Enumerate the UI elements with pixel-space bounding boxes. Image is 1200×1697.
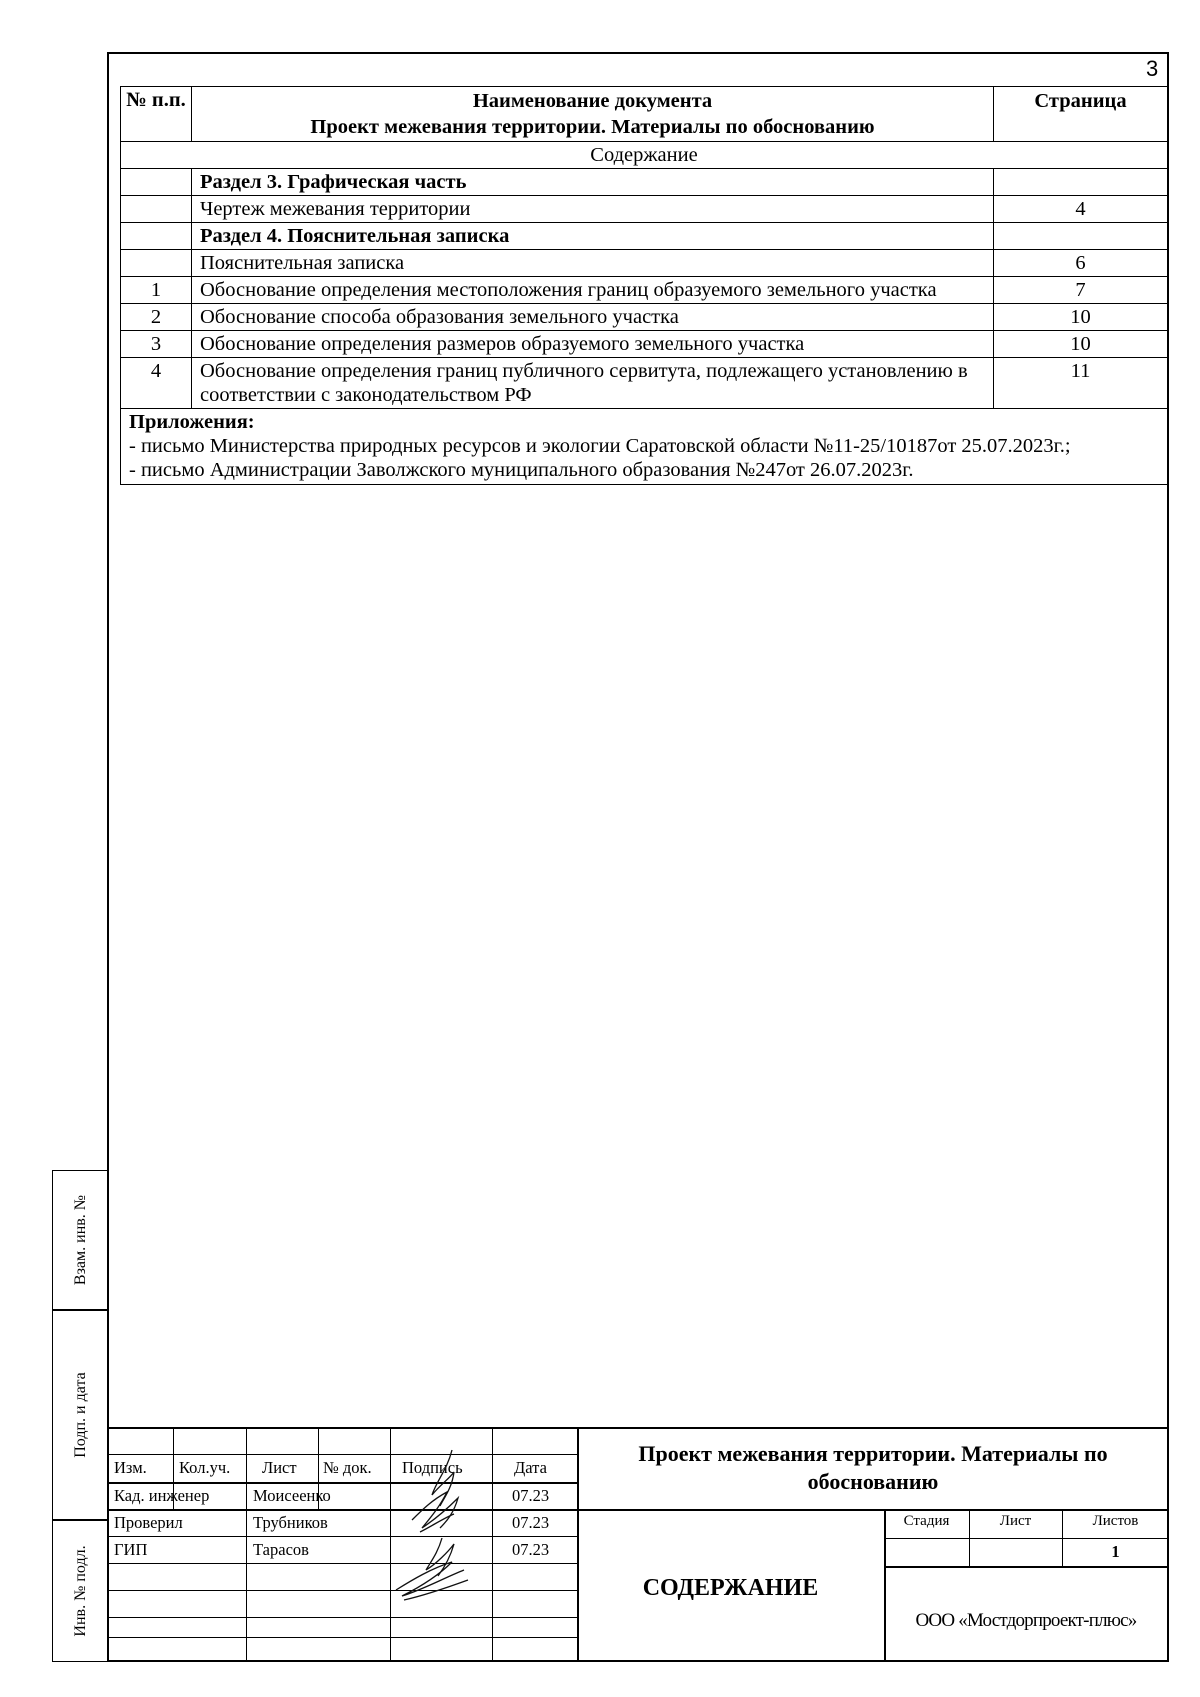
header-num: № п.п. bbox=[121, 87, 192, 142]
side-label: Инв. № подл. bbox=[71, 1545, 89, 1637]
header-name-line2: Проект межевания территории. Материалы по обоснованию bbox=[310, 116, 875, 138]
side-label: Подп. и дата bbox=[71, 1372, 89, 1458]
toc-row-num bbox=[121, 250, 192, 277]
toc-row-page: 7 bbox=[994, 277, 1168, 304]
toc-row-name: Обоснование определения местоположения границ образуемого земельного участка bbox=[192, 277, 994, 304]
page-number: 3 bbox=[1146, 56, 1159, 81]
toc-row-num bbox=[121, 223, 192, 250]
stamp-header-sign: Подпись bbox=[402, 1458, 463, 1477]
stamp-line bbox=[107, 1617, 577, 1618]
stamp-header-date: Дата bbox=[514, 1458, 547, 1477]
toc-row-page: 10 bbox=[994, 304, 1168, 331]
stamp-line bbox=[107, 1482, 577, 1484]
stamp-line bbox=[107, 1509, 1169, 1511]
stamp-date: 07.23 bbox=[512, 1486, 550, 1505]
stamp-line bbox=[107, 1454, 577, 1455]
stamp-line bbox=[884, 1566, 1169, 1568]
header-page: Страница bbox=[994, 87, 1168, 142]
stamp-person-name: Моисеенко bbox=[253, 1486, 331, 1505]
stamp-line bbox=[107, 1637, 577, 1638]
toc-row-name: Обоснование способа образования земельного участка bbox=[192, 304, 994, 331]
appendix-row bbox=[121, 409, 1168, 485]
toc-row-name: Раздел 3. Графическая часть bbox=[192, 169, 994, 196]
stamp-line bbox=[390, 1427, 391, 1662]
toc-row-page: 10 bbox=[994, 331, 1168, 358]
stamp-person-name: Тарасов bbox=[253, 1540, 309, 1559]
toc-row-num bbox=[121, 196, 192, 223]
toc-row-page bbox=[994, 223, 1168, 250]
stamp-line bbox=[107, 1536, 577, 1537]
side-box-vzam bbox=[52, 1170, 108, 1310]
stamp-line bbox=[884, 1509, 886, 1662]
stamp-date: 07.23 bbox=[512, 1540, 550, 1559]
toc-row-page: 6 bbox=[994, 250, 1168, 277]
appendix-item: - письмо Министерства природных ресурсов и экологии Саратовской области №11-25/10187от 25.07.2023г.; bbox=[129, 435, 1071, 457]
stamp-header-kol: Кол.уч. bbox=[179, 1458, 231, 1477]
appendix-title: Приложения: bbox=[129, 411, 255, 433]
toc-row bbox=[121, 358, 1168, 409]
header-name bbox=[192, 87, 994, 142]
stamp-line bbox=[107, 1563, 577, 1564]
toc-row-num: 4 bbox=[121, 358, 192, 409]
stamp-role: Кад. инженер bbox=[114, 1486, 210, 1505]
stamp-role: ГИП bbox=[114, 1540, 148, 1559]
sheets-label: Листов bbox=[1092, 1513, 1139, 1529]
sheets-value: 1 bbox=[1111, 1542, 1120, 1561]
signature-scribbles bbox=[392, 1440, 492, 1610]
stamp-header-list: Лист bbox=[262, 1458, 297, 1477]
toc-row bbox=[121, 304, 1168, 331]
contents-table bbox=[120, 86, 1168, 485]
stamp-line bbox=[246, 1427, 247, 1662]
sheet-label: Лист bbox=[999, 1513, 1032, 1529]
stamp-role: Проверил bbox=[114, 1513, 183, 1532]
toc-row-name: Обоснование определения размеров образуемого земельного участка bbox=[192, 331, 994, 358]
stamp-line bbox=[884, 1538, 1169, 1539]
toc-row bbox=[121, 331, 1168, 358]
side-box-podp bbox=[52, 1310, 108, 1520]
toc-row-name: Раздел 4. Пояснительная записка bbox=[192, 223, 994, 250]
contents-label: Содержание bbox=[121, 142, 1168, 169]
section-title: СОДЕРЖАНИЕ bbox=[642, 1575, 819, 1601]
contents-label-row bbox=[121, 142, 1168, 169]
header-name-line1: Наименование документа bbox=[472, 90, 713, 112]
toc-row-num bbox=[121, 169, 192, 196]
toc-row-num: 2 bbox=[121, 304, 192, 331]
toc-row-num: 1 bbox=[121, 277, 192, 304]
stamp-person-name: Трубников bbox=[253, 1513, 328, 1532]
toc-row-name: Чертеж межевания территории bbox=[192, 196, 994, 223]
appendix-cell bbox=[121, 409, 1168, 485]
side-box-inv bbox=[52, 1520, 108, 1662]
toc-row bbox=[121, 250, 1168, 277]
contents-header-row bbox=[121, 87, 1168, 142]
stage-label: Стадия bbox=[903, 1513, 950, 1529]
toc-row-num: 3 bbox=[121, 331, 192, 358]
toc-row bbox=[121, 277, 1168, 304]
appendix-item: - письмо Администрации Заволжского муниципального образования №247от 26.07.2023г. bbox=[129, 459, 914, 481]
stamp-line bbox=[107, 1590, 577, 1591]
stamp-header-ndoc: № док. bbox=[323, 1458, 372, 1477]
toc-row-page: 4 bbox=[994, 196, 1168, 223]
company-name: ООО «Мостдорпроект-плюс» bbox=[915, 1610, 1137, 1631]
stamp-date: 07.23 bbox=[512, 1513, 550, 1532]
stamp-header-izm: Изм. bbox=[114, 1458, 147, 1477]
toc-row-name: Обоснование определения границ публичного сервитута, подлежащего установлению в соответствии с законодательством РФ bbox=[192, 358, 994, 409]
stamp-line bbox=[492, 1427, 493, 1662]
toc-rows bbox=[121, 169, 1168, 409]
side-label: Взам. инв. № bbox=[71, 1194, 89, 1286]
toc-row-name: Пояснительная записка bbox=[192, 250, 994, 277]
toc-row bbox=[121, 169, 1168, 196]
toc-row bbox=[121, 196, 1168, 223]
project-title: Проект межевания территории. Материалы по обоснованию bbox=[638, 1441, 1108, 1494]
toc-row bbox=[121, 223, 1168, 250]
toc-row-page: 11 bbox=[994, 358, 1168, 409]
toc-row-page bbox=[994, 169, 1168, 196]
